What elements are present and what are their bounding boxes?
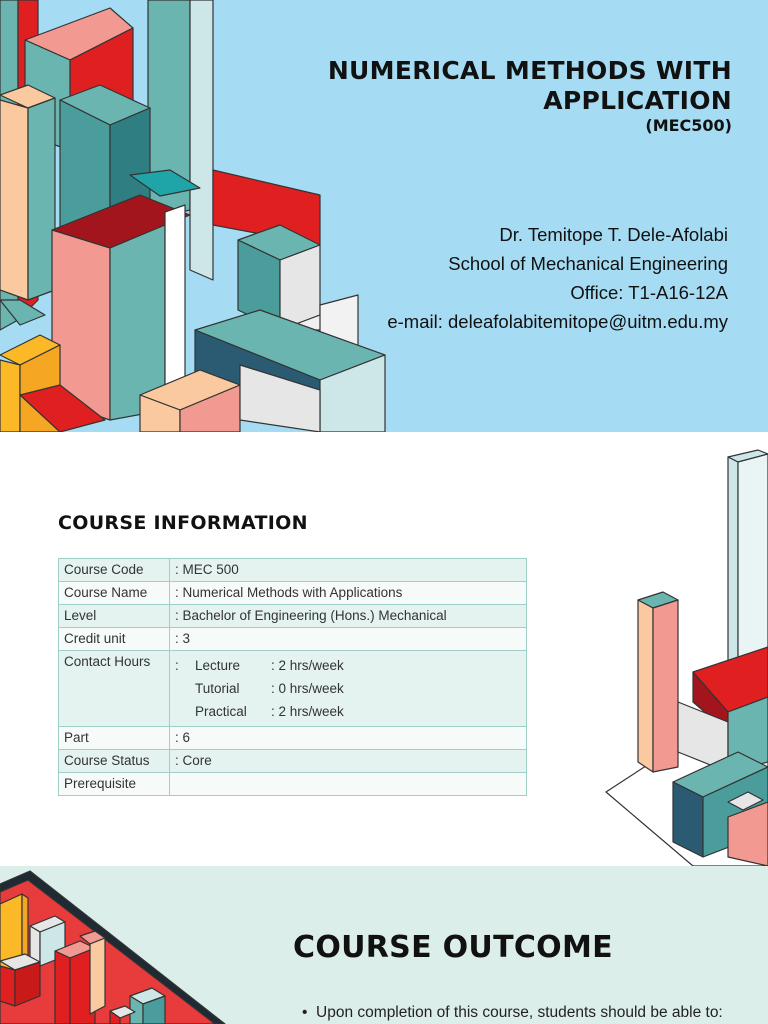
contact-hours-value: : 2 hrs/week [271, 658, 344, 673]
row-value: : Core [170, 750, 527, 773]
course-title-line-1: NUMERICAL METHODS WITH [327, 56, 732, 85]
contact-hours-item [175, 700, 521, 723]
table-row [59, 727, 527, 750]
row-value: : MEC 500 [170, 559, 527, 582]
contact-hours-type: Lecture [195, 658, 241, 673]
table-row [59, 628, 527, 651]
table-row [59, 773, 527, 796]
lecturer-name: Dr. Temitope T. Dele-Afolabi [499, 224, 728, 245]
table-row [59, 559, 527, 582]
school-name: School of Mechanical Engineering [448, 253, 728, 274]
course-information-heading: COURSE INFORMATION [58, 512, 308, 534]
contact-hours-type: Practical [195, 704, 247, 719]
course-code-subtitle: (MEC500) [645, 116, 732, 135]
contact-hours-item [175, 654, 521, 677]
row-label: Contact Hours [59, 651, 170, 727]
row-label: Credit unit [59, 628, 170, 651]
row-value: : 3 [170, 628, 527, 651]
outcome-bullet [302, 1004, 723, 1022]
instructor-block [387, 220, 728, 336]
table-row [59, 605, 527, 628]
isometric-buildings-illustration [598, 432, 768, 866]
course-title-line-2: APPLICATION [543, 86, 732, 115]
isometric-buildings-illustration [0, 866, 230, 1024]
row-label: Course Status [59, 750, 170, 773]
contact-hours-breakdown [170, 651, 527, 727]
row-value: : Numerical Methods with Applications [170, 582, 527, 605]
course-information-slide [0, 432, 768, 866]
row-value: : 6 [170, 727, 527, 750]
course-outcome-slide [0, 866, 768, 1024]
row-label: Course Name [59, 582, 170, 605]
email-address: e-mail: deleafolabitemitope@uitm.edu.my [387, 311, 728, 332]
table-row [59, 750, 527, 773]
course-information-table [58, 558, 527, 796]
course-title [212, 56, 732, 116]
row-label: Level [59, 605, 170, 628]
contact-hours-value: : 2 hrs/week [271, 704, 344, 719]
contact-hours-item [175, 677, 521, 700]
contact-hours-type: Tutorial [195, 681, 240, 696]
outcome-bullet-text: Upon completion of this course, students should be able to: [316, 1004, 723, 1021]
row-value [170, 773, 527, 796]
course-outcome-heading: COURSE OUTCOME [293, 930, 613, 965]
title-slide [0, 0, 768, 432]
row-value: : Bachelor of Engineering (Hons.) Mechanical [170, 605, 527, 628]
bullet-dot-icon: • [302, 1004, 317, 1021]
row-label: Course Code [59, 559, 170, 582]
table-row [59, 582, 527, 605]
contact-hours-value: : 0 hrs/week [271, 681, 344, 696]
office-location: Office: T1-A16-12A [570, 282, 728, 303]
contact-hours-colon: : [175, 658, 179, 673]
row-label: Prerequisite [59, 773, 170, 796]
row-label: Part [59, 727, 170, 750]
contact-hours-row [59, 651, 527, 727]
